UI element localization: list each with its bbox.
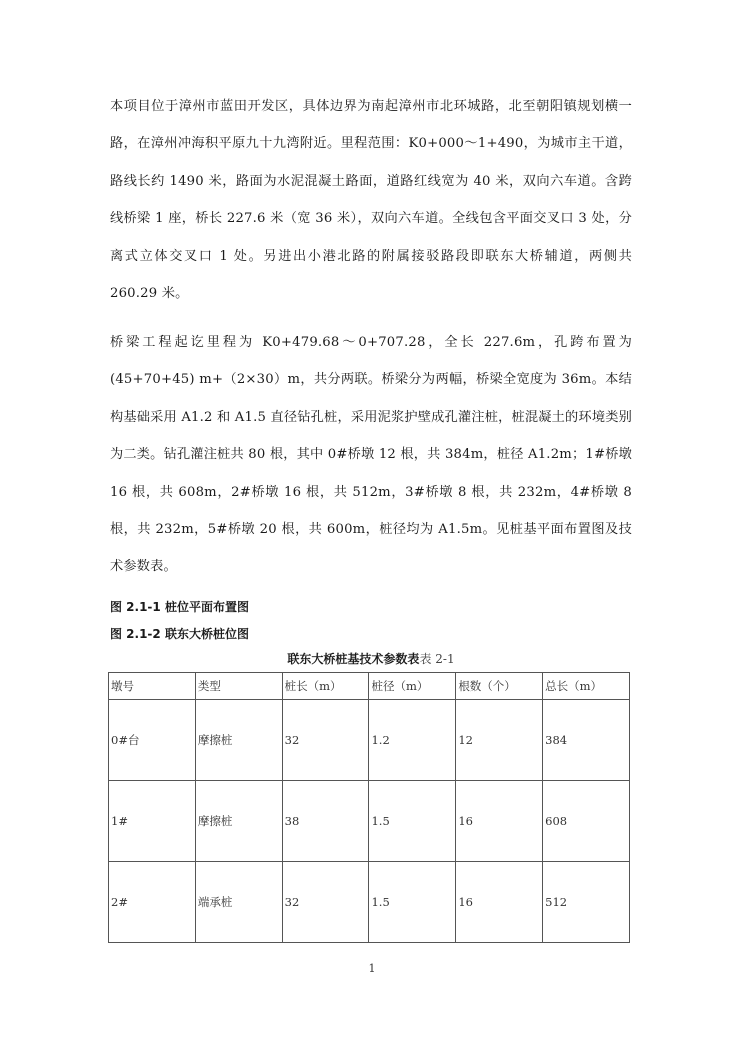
table-header-row <box>109 673 630 700</box>
cell-count: 16 <box>456 862 543 943</box>
header-pile-length: 桩长（m） <box>282 673 369 700</box>
table-row <box>109 781 630 862</box>
cell-type: 摩擦桩 <box>195 700 282 781</box>
cell-pile-length: 32 <box>282 862 369 943</box>
cell-pier-number: 2# <box>109 862 196 943</box>
page-number: 1 <box>368 962 376 975</box>
cell-pile-diameter: 1.5 <box>369 862 456 943</box>
cell-total-length: 512 <box>543 862 630 943</box>
table-caption <box>110 650 632 667</box>
cell-total-length: 608 <box>543 781 630 862</box>
table-row <box>109 700 630 781</box>
cell-pile-length: 38 <box>282 781 369 862</box>
pile-parameter-table <box>108 672 630 943</box>
figure-caption-pile-layout: 图 2.1-1 桩位平面布置图 <box>110 600 249 614</box>
header-pier-number: 墩号 <box>109 673 196 700</box>
table-caption-title: 联东大桥桩基技术参数表 <box>287 652 420 666</box>
table-row <box>109 862 630 943</box>
figure-caption-bridge-pile-position: 图 2.1-2 联东大桥桩位图 <box>110 627 249 641</box>
cell-pier-number: 1# <box>109 781 196 862</box>
header-total-length: 总长（m） <box>543 673 630 700</box>
paragraph-bridge-engineering: 桥梁工程起讫里程为 K0+479.68～0+707.28，全长 227.6m，孔跨布置为(45+70+45) m+（2×30）m，共分两联。桥梁分为两幅，桥梁全宽度为 36m。本结构基础采用 A1.2 和 A1.5 直径钻孔桩，采用泥浆护壁成孔灌注桩，桩混凝土的环境类别为二类。钻孔灌注桩共 80 根，其中 0#桥墩 12 根，共 384m，桩径 A1.2m；1#桥墩 16 根，共 608m，2#桥墩 16 根，共 512m，3#桥墩 8 根，共 232m，4#桥墩 8 根，共 232m，5#桥墩 20 根，共 600m，桩径均为 A1.5m。见桩基平面布置图及技术参数表。 <box>110 335 632 575</box>
cell-pier-number: 0#台 <box>109 700 196 781</box>
header-count: 根数（个） <box>456 673 543 700</box>
paragraph-project-overview: 本项目位于漳州市蓝田开发区，具体边界为南起漳州市北环城路，北至朝阳镇规划横一路，在漳州冲海积平原九十九湾附近。里程范围：K0+000～1+490，为城市主干道，路线长约 1490 米，路面为水泥混凝土路面，道路红线宽为 40 米，双向六车道。含跨线桥梁 1 座，桥长 227.6 米（宽 36 米），双向六车道。全线包含平面交叉口 3 处，分离式立体交叉口 1 处。另进出小港北路的附属接驳路段即联东大桥辅道，两侧共 260.29 米。 <box>110 99 632 302</box>
header-type: 类型 <box>195 673 282 700</box>
header-pile-diameter: 桩径（m） <box>369 673 456 700</box>
cell-count: 12 <box>456 700 543 781</box>
cell-pile-length: 32 <box>282 700 369 781</box>
cell-type: 端承桩 <box>195 862 282 943</box>
cell-count: 16 <box>456 781 543 862</box>
table-caption-number: 表 2-1 <box>419 652 455 666</box>
cell-pile-diameter: 1.2 <box>369 700 456 781</box>
cell-type: 摩擦桩 <box>195 781 282 862</box>
cell-total-length: 384 <box>543 700 630 781</box>
cell-pile-diameter: 1.5 <box>369 781 456 862</box>
